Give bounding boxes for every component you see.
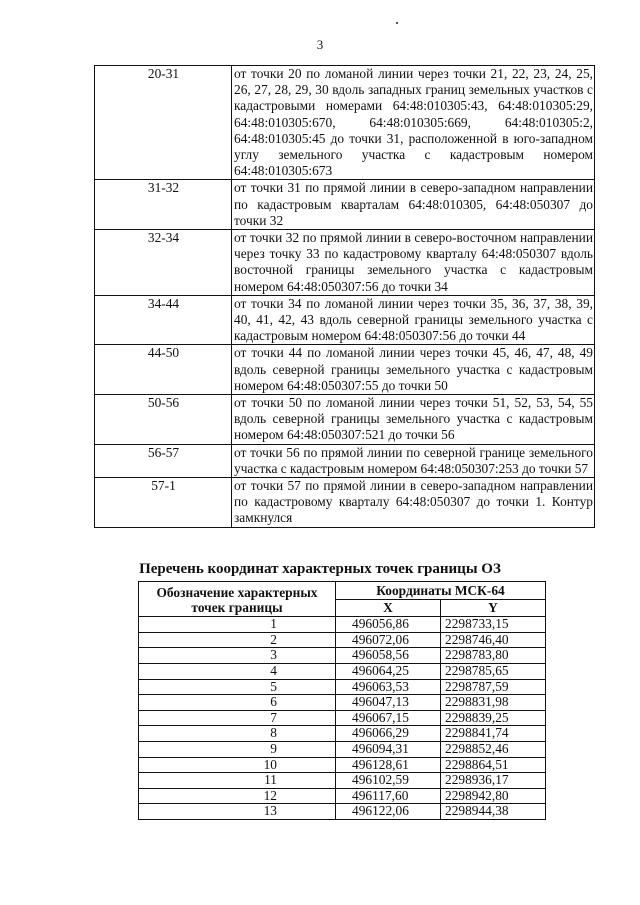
- segment-cell: 50-56: [95, 395, 232, 445]
- x-coordinate-cell: 496063,53: [336, 679, 441, 695]
- x-coordinate-cell: 496056,86: [336, 617, 441, 633]
- x-coordinate-cell: 496064,25: [336, 663, 441, 679]
- page-number: 3: [316, 37, 324, 52]
- point-number-cell: 4: [139, 663, 336, 679]
- boundary-row: [95, 230, 595, 296]
- y-coordinate-cell: 2298864,51: [441, 757, 546, 773]
- segment-cell: 56-57: [95, 444, 232, 477]
- point-number-cell: 5: [139, 679, 336, 695]
- coordinate-row: [139, 710, 546, 726]
- point-number-cell: 1: [139, 617, 336, 633]
- coordinate-row: [139, 695, 546, 711]
- y-coordinate-cell: 2298783,80: [441, 648, 546, 664]
- x-coordinate-cell: 496066,29: [336, 726, 441, 742]
- y-coordinate-cell: 2298785,65: [441, 663, 546, 679]
- segment-cell: 34-44: [95, 295, 232, 345]
- coordinate-row: [139, 788, 546, 804]
- x-column-header: X: [336, 599, 441, 617]
- segment-description-cell: от точки 50 по ломаной линии через точки 51, 52, 53, 54, 55 вдоль северной границы земельного участка с кадастровым номером 64:48:050307:521 до точки 56: [232, 395, 595, 445]
- coordinate-row: [139, 632, 546, 648]
- coordinate-row: [139, 741, 546, 757]
- coordinates-table: [138, 581, 546, 820]
- boundary-row: [95, 478, 595, 528]
- point-number-cell: 13: [139, 804, 336, 820]
- segment-cell: 44-50: [95, 345, 232, 395]
- segment-cell: 20-31: [95, 66, 232, 180]
- segment-cell: 32-34: [95, 230, 232, 296]
- coordinate-row: [139, 648, 546, 664]
- coordinate-row: [139, 679, 546, 695]
- x-coordinate-cell: 496072,06: [336, 632, 441, 648]
- segment-description-cell: от точки 32 по прямой линии в северо-восточном направлении через точку 33 по кадастровому кварталу 64:48:050307 вдоль восточной границы земельного участка с кадастровым номером 64:48:050307:56 до точки 34: [232, 230, 595, 296]
- boundary-row: [95, 345, 595, 395]
- boundary-description-table: [94, 65, 595, 528]
- x-coordinate-cell: 496094,31: [336, 741, 441, 757]
- coordinates-body: [139, 617, 546, 820]
- segment-description-cell: от точки 34 по ломаной линии через точки 35, 36, 37, 38, 39, 40, 41, 42, 43 вдоль северной границы земельного участка с кадастровым номером 64:48:050307:56 до точки 44: [232, 295, 595, 345]
- coordinate-row: [139, 726, 546, 742]
- point-designation-header: Обозначение характерных точек границы: [139, 582, 336, 617]
- point-number-cell: 10: [139, 757, 336, 773]
- boundary-description-body: [95, 66, 595, 528]
- boundary-row: [95, 395, 595, 445]
- point-number-cell: 6: [139, 695, 336, 711]
- coordinate-row: [139, 617, 546, 633]
- x-coordinate-cell: 496047,13: [336, 695, 441, 711]
- segment-description-cell: от точки 20 по ломаной линии через точки 21, 22, 23, 24, 25, 26, 27, 28, 29, 30 вдоль западных границ земельных участков с кадастровыми номерами 64:48:010305:43, 64:48:010305:29, 64:48:010305:670, 64:48:010305:669, 64:48:010305:2, 64:48:010305:45 до точки 31, расположенной в юго-западном углу земельного участка с кадастровым номером 64:48:010305:673: [232, 66, 595, 180]
- segment-description-cell: от точки 56 по прямой линии по северной границе земельного участка с кадастровым номером 64:48:050307:253 до точки 57: [232, 444, 595, 477]
- point-number-cell: 3: [139, 648, 336, 664]
- coordinate-row: [139, 663, 546, 679]
- point-number-cell: 8: [139, 726, 336, 742]
- segment-cell: 31-32: [95, 180, 232, 230]
- point-number-cell: 2: [139, 632, 336, 648]
- scan-speck: [396, 22, 398, 24]
- y-coordinate-cell: 2298942,80: [441, 788, 546, 804]
- y-coordinate-cell: 2298944,38: [441, 804, 546, 820]
- y-coordinate-cell: 2298841,74: [441, 726, 546, 742]
- boundary-row: [95, 444, 595, 477]
- coordinate-row: [139, 773, 546, 789]
- x-coordinate-cell: 496117,60: [336, 788, 441, 804]
- point-number-cell: 12: [139, 788, 336, 804]
- segment-description-cell: от точки 31 по прямой линии в северо-западном направлении по кадастровым кварталам 64:48:010305, 64:48:050307 до точки 32: [232, 180, 595, 230]
- segment-cell: 57-1: [95, 478, 232, 528]
- segment-description-cell: от точки 44 по ломаной линии через точки 45, 46, 47, 48, 49 вдоль северной границы земельного участка с кадастровым номером 64:48:050307:55 до точки 50: [232, 345, 595, 395]
- y-coordinate-cell: 2298852,46: [441, 741, 546, 757]
- y-coordinate-cell: 2298831,98: [441, 695, 546, 711]
- segment-description-cell: от точки 57 по прямой линии в северо-западном направлении по кадастровому кварталу 64:48:050307 до точки 1. Контур замкнулся: [232, 478, 595, 528]
- x-coordinate-cell: 496122,06: [336, 804, 441, 820]
- point-number-cell: 7: [139, 710, 336, 726]
- x-coordinate-cell: 496067,15: [336, 710, 441, 726]
- x-coordinate-cell: 496058,56: [336, 648, 441, 664]
- boundary-row: [95, 295, 595, 345]
- boundary-row: [95, 180, 595, 230]
- y-coordinate-cell: 2298733,15: [441, 617, 546, 633]
- y-coordinate-cell: 2298936,17: [441, 773, 546, 789]
- boundary-row: [95, 66, 595, 180]
- coordinate-row: [139, 757, 546, 773]
- point-number-cell: 11: [139, 773, 336, 789]
- point-number-cell: 9: [139, 741, 336, 757]
- y-column-header: Y: [441, 599, 546, 617]
- y-coordinate-cell: 2298746,40: [441, 632, 546, 648]
- y-coordinate-cell: 2298787,59: [441, 679, 546, 695]
- x-coordinate-cell: 496128,61: [336, 757, 441, 773]
- coords-heading: Перечень координат характерных точек границы ОЗ: [139, 561, 501, 577]
- x-coordinate-cell: 496102,59: [336, 773, 441, 789]
- y-coordinate-cell: 2298839,25: [441, 710, 546, 726]
- coordinate-row: [139, 804, 546, 820]
- coordinate-system-header: Координаты МСК-64: [336, 582, 546, 600]
